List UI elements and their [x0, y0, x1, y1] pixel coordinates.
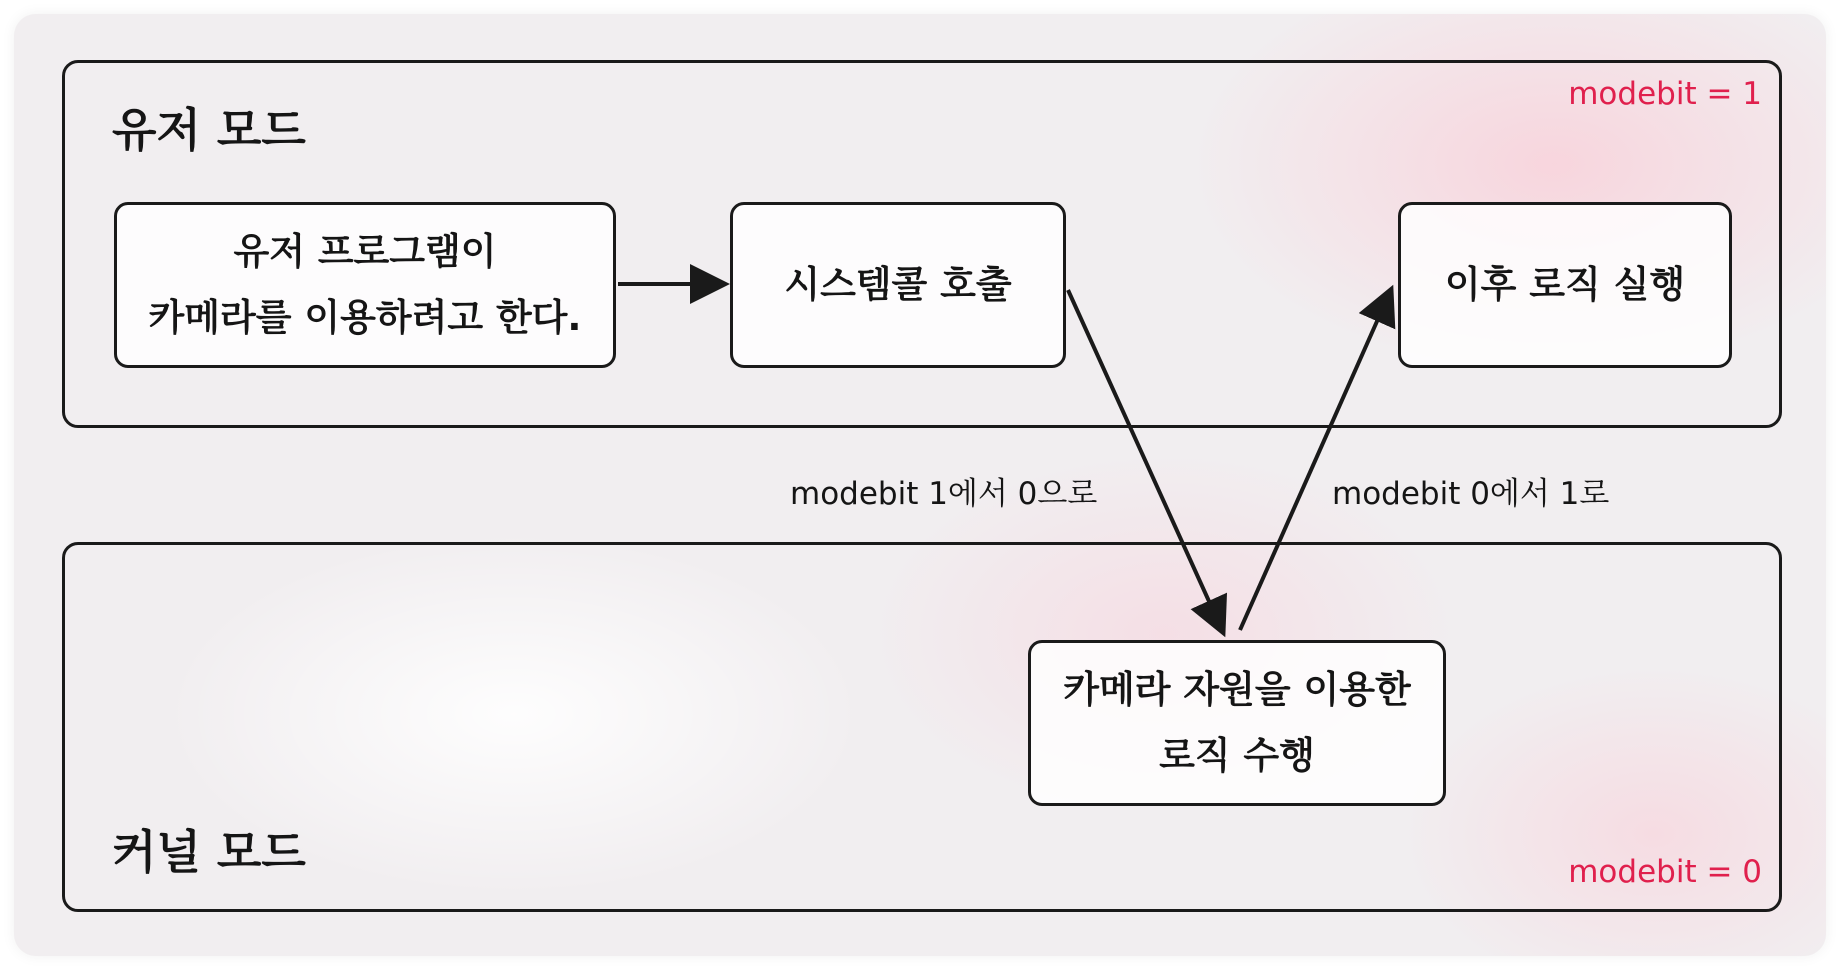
transition-label-to-user: modebit 0에서 1로 — [1332, 476, 1610, 512]
user-program-line2: 카메라를 이용하려고 한다. — [148, 296, 582, 339]
user-modebit-label: modebit = 1 — [1568, 76, 1762, 112]
user-program-line1: 유저 프로그램이 — [233, 230, 497, 273]
arrow-syscall-to-kernel — [1068, 290, 1222, 630]
transition-label-to-kernel: modebit 1에서 0으로 — [790, 476, 1098, 512]
kernel-logic-line1: 카메라 자원을 이용한 — [1063, 668, 1411, 711]
user-mode-title: 유저 모드 — [112, 103, 306, 157]
kernel-mode-title: 커널 모드 — [112, 825, 306, 879]
kernel-logic-line2: 로직 수행 — [1159, 734, 1315, 777]
arrow-kernel-to-user — [1240, 292, 1390, 630]
kernel-modebit-label: modebit = 0 — [1568, 854, 1762, 890]
after-logic-text: 이후 로직 실행 — [1444, 263, 1686, 306]
system-call-text: 시스템콜 호출 — [784, 263, 1012, 306]
